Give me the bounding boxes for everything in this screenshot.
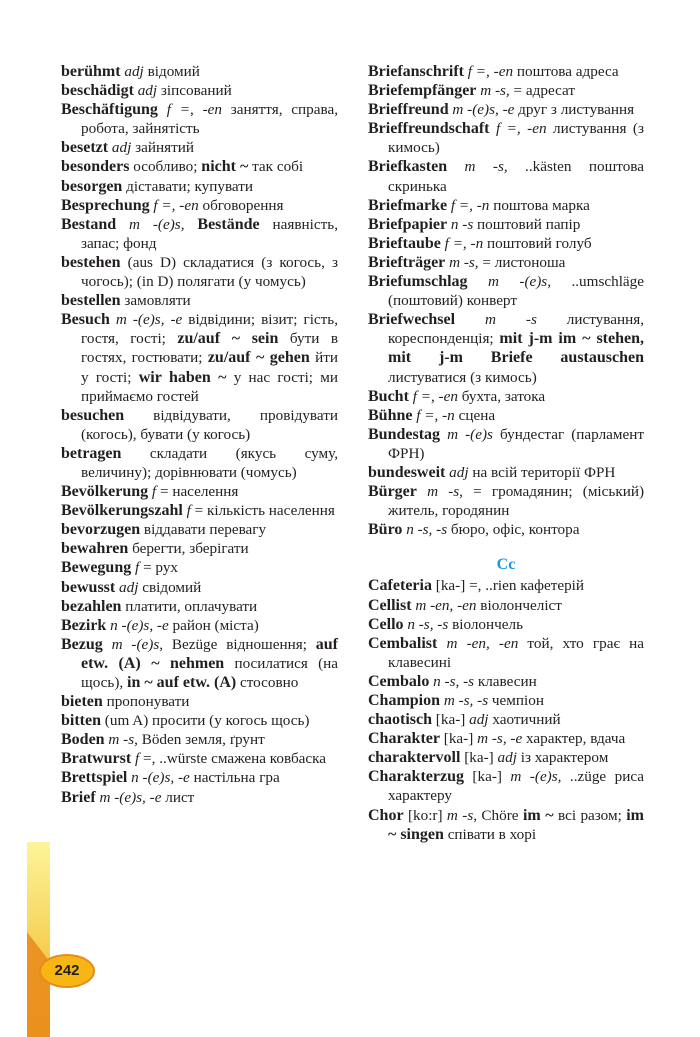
b-entries — [368, 62, 644, 539]
entry-text: бухта, затока — [457, 387, 546, 405]
entry-text: листуватися (з кимось) — [388, 368, 537, 386]
entry-text: (aus D) складатися (з когось, з чогось); (in D) полягати (у чомусь) — [81, 253, 338, 291]
dictionary-entry — [368, 767, 644, 805]
entry-text: = населення — [156, 483, 239, 501]
entry-text: друг з листування — [514, 101, 635, 119]
entry-headword: Bevölkerungszahl — [61, 502, 183, 520]
entry-text: берегти, зберігати — [128, 540, 249, 558]
entry-grammar: f — [166, 101, 171, 119]
entry-headword: bestellen — [61, 292, 121, 310]
entry-headword: mit j-m im ~ stehen, mit j-m Briefe austauschen — [388, 330, 645, 367]
dictionary-entry — [61, 501, 338, 520]
entry-text: , Böden земля, ґрунт — [134, 731, 265, 749]
entry-grammar: adj — [469, 711, 489, 729]
entry-text — [468, 273, 488, 290]
entry-headword: Bundestag — [368, 425, 441, 443]
entry-text: особливо; — [129, 158, 202, 176]
entry-grammar: f — [135, 559, 140, 577]
entry-text — [447, 158, 464, 175]
entry-headword: bewusst — [61, 578, 116, 596]
entry-headword: bewahren — [61, 540, 129, 558]
dictionary-entry — [61, 692, 338, 711]
dictionary-entry — [368, 119, 644, 157]
entry-headword: wir haben ~ — [138, 368, 227, 386]
entry-text — [171, 101, 180, 118]
page-edge-tab — [27, 842, 50, 1037]
dictionary-entry — [61, 558, 338, 577]
dictionary-entry — [368, 463, 644, 482]
entry-text — [116, 216, 129, 233]
dictionary-entry — [368, 482, 644, 520]
entry-text: = кількість населення — [190, 502, 335, 520]
entry-headword: Bevölkerung — [61, 483, 149, 501]
entry-headword: Briefumschlag — [368, 273, 468, 291]
entry-text: (um A) просити (у когось щось) — [101, 712, 310, 730]
dictionary-entry — [61, 482, 338, 501]
entry-grammar: m -(e)s, — [510, 768, 562, 786]
entry-grammar: n -s, -s — [407, 615, 449, 633]
entry-headword: im ~ — [522, 806, 554, 824]
entry-grammar: m -s, -e — [477, 730, 523, 748]
dictionary-entry — [368, 62, 644, 81]
entry-text: =, ..würste смажена ковбаска — [139, 750, 327, 768]
entry-headword: im ~ singen — [388, 806, 644, 843]
dictionary-entry — [61, 157, 338, 176]
entry-text: відвідувати, провідувати (когось), бувати (у когось) — [81, 406, 338, 443]
entry-grammar: adj — [137, 82, 158, 100]
entry-grammar: m -s, — [480, 82, 510, 100]
entry-grammar: f =, -en — [495, 120, 547, 138]
entry-text: так собі — [248, 158, 304, 176]
entry-text: [ka-] — [460, 749, 498, 767]
dictionary-entry — [368, 710, 644, 729]
entry-text: [ka-] — [439, 730, 478, 748]
entry-text: сцена — [454, 406, 496, 424]
entry-headword: Bezirk — [61, 616, 107, 634]
entry-text: бути в гостях, гостювати; — [81, 330, 338, 367]
entry-text: обговорення — [198, 196, 284, 214]
entry-headword: Bürger — [368, 483, 417, 501]
dictionary-entry — [368, 81, 644, 100]
entry-headword: Briefpapier — [368, 215, 448, 233]
dictionary-entry — [61, 215, 338, 253]
dictionary-entry — [61, 444, 338, 482]
entry-grammar: adj — [449, 463, 469, 481]
dictionary-entry — [368, 729, 644, 748]
entry-text: бундестаг (парламент ФРН) — [388, 425, 645, 462]
entry-text: = громадянин; (міський) житель, городянин — [388, 483, 645, 520]
entry-grammar: n -s, -s — [406, 521, 448, 539]
entry-headword: beschädigt — [61, 82, 134, 100]
entry-text: діставати; купувати — [122, 177, 254, 195]
entry-grammar: m -en, -en — [415, 596, 477, 614]
entry-headword: Beschäftigung — [61, 101, 158, 119]
dictionary-entry — [368, 272, 644, 310]
dictionary-entry — [61, 749, 338, 768]
entry-text: віддавати перевагу — [140, 521, 267, 539]
entry-grammar: m -(e)s, -e — [452, 101, 515, 119]
entry-text: листування, кореспонденція; — [388, 311, 645, 348]
entry-headword: Cafeteria — [368, 577, 432, 595]
entry-text — [455, 311, 485, 328]
entry-text: поштова марка — [489, 196, 590, 214]
entry-grammar: m -s, — [464, 158, 508, 176]
entry-text: ..züge риса характеру — [388, 768, 645, 805]
entry-grammar: f =, -n — [444, 234, 484, 252]
entry-headword: Briefträger — [368, 253, 446, 271]
entry-text: поштовий папір — [473, 215, 581, 233]
entry-headword: Cembalo — [368, 672, 430, 690]
entry-grammar: f — [151, 483, 157, 501]
entry-headword: Bezug — [61, 635, 103, 653]
dictionary-entry — [368, 748, 644, 767]
dictionary-entry — [368, 253, 644, 272]
entry-headword: Briefkasten — [368, 158, 448, 176]
entry-text: відомий — [143, 63, 200, 80]
entry-grammar: n -(e)s, -e — [131, 769, 190, 787]
entry-headword: zu/auf ~ sein — [177, 330, 279, 348]
entry-headword: Chor — [368, 806, 404, 824]
entry-text — [185, 216, 198, 233]
entry-grammar: n -s, -s — [433, 672, 475, 690]
entry-headword: Brief — [61, 788, 96, 806]
entry-headword: Büro — [368, 521, 403, 539]
entry-text: наявність, запас; фонд — [81, 215, 338, 252]
dictionary-entry — [368, 806, 644, 844]
entry-text: бюро, офіс, контора — [447, 521, 580, 539]
dictionary-entry — [61, 196, 338, 215]
entry-grammar: f =, -en — [153, 196, 199, 214]
dictionary-entry — [368, 576, 644, 595]
dictionary-entry — [368, 634, 644, 672]
entry-text: той, хто грає на клавесині — [388, 634, 644, 671]
entry-headword: Bratwurst — [61, 750, 132, 768]
c-entries — [368, 576, 644, 843]
entry-headword: Boden — [61, 731, 105, 749]
entry-text: [ka-] — [432, 711, 470, 729]
entry-text: район (міста) — [168, 616, 259, 634]
entry-text: замовляти — [120, 292, 191, 310]
entry-headword: Briefmarke — [368, 196, 448, 214]
dictionary-entry — [368, 157, 644, 195]
entry-headword: besuchen — [61, 406, 125, 424]
dictionary-entry — [61, 616, 338, 635]
entry-grammar: f =, -en — [467, 63, 514, 80]
entry-grammar: m -s, — [449, 253, 479, 271]
dictionary-entry — [368, 196, 644, 215]
entry-headword: besetzt — [61, 139, 109, 157]
entry-grammar: f — [186, 502, 191, 520]
entry-headword: bitten — [61, 712, 101, 730]
entry-text: = листоноша — [478, 253, 566, 271]
entry-grammar: f — [135, 750, 140, 768]
entry-headword: Charakter — [368, 730, 440, 748]
entry-text: поштова адреса — [513, 63, 619, 80]
entry-grammar: n -s — [450, 215, 474, 233]
entry-text: пропонувати — [102, 693, 190, 711]
entry-headword: bundesweit — [368, 463, 446, 481]
entry-grammar: m -s — [446, 806, 474, 824]
entry-text: поштовий голуб — [483, 234, 592, 252]
entry-headword: Cellist — [368, 596, 412, 614]
entry-grammar: m -(e)s, — [487, 273, 552, 291]
entry-headword: Besprechung — [61, 196, 150, 214]
dictionary-entry — [61, 788, 338, 807]
entry-text: співати в хорі — [443, 825, 537, 843]
entry-headword: auf etw. (A) ~ nehmen — [81, 635, 339, 672]
entry-headword: Bühne — [368, 406, 413, 424]
entry-grammar: adj — [111, 139, 132, 157]
entry-text: всі разом; — [553, 806, 627, 824]
dictionary-entry — [368, 100, 644, 119]
entry-headword: Bestände — [197, 215, 260, 233]
entry-grammar: adj — [124, 63, 144, 80]
entry-headword: betragen — [61, 444, 122, 462]
entry-grammar: adj — [119, 578, 139, 596]
dictionary-entry — [61, 100, 338, 138]
dictionary-entry — [368, 520, 644, 539]
dictionary-entry — [61, 81, 338, 100]
entry-text: складати (якусь суму, величину); дорівнювати (чомусь) — [81, 444, 338, 481]
entry-text: йти у гості; — [81, 349, 338, 386]
entry-text: ..umschläge (поштовий) конверт — [388, 273, 644, 310]
dictionary-entry — [61, 310, 338, 405]
entry-headword: bevorzugen — [61, 521, 141, 539]
dictionary-entry — [61, 539, 338, 558]
entry-headword: Bewegung — [61, 559, 132, 577]
left-column — [61, 62, 338, 807]
entry-grammar: m -s — [485, 311, 537, 329]
dictionary-entry — [368, 672, 644, 691]
dictionary-entry — [61, 711, 338, 730]
dictionary-entry — [61, 138, 338, 157]
entry-text: із характером — [516, 749, 609, 767]
entry-grammar: m -s — [108, 731, 135, 749]
entry-grammar: m -(e)s, -e — [99, 788, 162, 806]
entry-text — [158, 101, 167, 118]
dictionary-entry — [61, 597, 338, 616]
entry-text: = адресат — [509, 82, 575, 100]
entry-headword: Briefanschrift — [368, 63, 464, 80]
entry-grammar: f =, -n — [450, 196, 490, 214]
entry-text: у нас гості; ми приймаємо гостей — [81, 368, 338, 405]
entry-text: віолончеліст — [476, 596, 562, 614]
entry-headword: Bestand — [61, 215, 117, 233]
entry-text: лист — [161, 788, 195, 806]
dictionary-entry — [368, 425, 644, 463]
entry-text — [103, 636, 112, 653]
dictionary-entry — [61, 635, 338, 692]
entry-text: , Bezüge відношення; — [159, 635, 316, 653]
entry-headword: nicht ~ — [201, 158, 249, 176]
entry-text: клавесин — [474, 672, 537, 690]
entry-headword: chaotisch — [368, 711, 432, 729]
dictionary-entry — [368, 310, 644, 386]
entry-text: свідомий — [138, 578, 202, 596]
dictionary-entry — [61, 291, 338, 310]
entry-grammar: m -(e)s — [111, 635, 160, 653]
entry-text: на всій території ФРН — [468, 463, 616, 481]
entry-headword: bezahlen — [61, 597, 122, 615]
dictionary-entry — [61, 730, 338, 749]
dictionary-entry — [61, 62, 338, 81]
entry-text: [ko:r] — [403, 806, 447, 824]
dictionary-entry — [61, 406, 338, 444]
entry-text: ..kästen поштова скринька — [388, 158, 645, 195]
entry-headword: bieten — [61, 693, 103, 711]
entry-text: [ka-] — [463, 768, 511, 786]
entry-headword: Champion — [368, 692, 441, 709]
entry-text: [ka-] =, ..rien кафетерій — [431, 577, 585, 595]
entry-grammar: m -(e)s, — [129, 215, 185, 233]
dictionary-entry — [61, 520, 338, 539]
entry-grammar: f =, -n — [416, 406, 455, 424]
entry-headword: berühmt — [61, 63, 121, 80]
entry-headword: Brieffreundschaft — [368, 120, 490, 138]
entry-headword: charaktervoll — [368, 749, 461, 767]
entry-grammar: n -(e)s, -e — [110, 616, 169, 634]
entry-headword: besonders — [61, 158, 130, 176]
page-number-badge: 242 — [39, 954, 95, 988]
entry-headword: Cello — [368, 615, 404, 633]
dictionary-entry — [368, 215, 644, 234]
entry-grammar: =, -en — [179, 101, 222, 119]
entry-headword: Bucht — [368, 387, 409, 405]
entry-grammar: adj — [497, 749, 517, 767]
entry-headword: zu/auf ~ gehen — [207, 349, 310, 367]
section-heading-cc: Cc — [496, 556, 516, 574]
entry-headword: Besuch — [61, 311, 110, 329]
entry-text: відвідини; візит; гість, гостя, гості; — [81, 311, 339, 348]
entry-text: віолончель — [448, 615, 524, 633]
entry-text: = рух — [139, 559, 179, 577]
dictionary-entry — [368, 387, 644, 406]
entry-headword: Brieffreund — [368, 101, 449, 119]
dictionary-entry — [61, 177, 338, 196]
entry-headword: Briefwechsel — [368, 311, 456, 329]
entry-headword: Brieftaube — [368, 234, 441, 252]
entry-text: посилатися (на щось), — [81, 654, 338, 691]
right-column — [368, 62, 644, 844]
entry-headword: bestehen — [61, 253, 121, 271]
entry-text: листування (з кимось) — [388, 120, 644, 157]
entry-text: настільна гра — [189, 769, 280, 787]
entry-text: стосовно — [236, 674, 299, 691]
dictionary-entry — [61, 578, 338, 597]
dictionary-entry — [368, 615, 644, 634]
entry-text: , Chöre — [473, 806, 523, 824]
entry-grammar: m -(e)s — [447, 425, 493, 443]
entry-text: зайнятий — [131, 139, 194, 157]
entry-text: характер, вдача — [522, 730, 626, 748]
entry-text: зіпсований — [157, 82, 232, 100]
dictionary-entry — [61, 253, 338, 291]
entry-headword: Brettspiel — [61, 769, 128, 787]
entry-grammar: m -s, — [427, 483, 463, 501]
entry-text: платити, оплачувати — [121, 597, 258, 615]
dictionary-entry — [368, 596, 644, 615]
entry-text — [417, 483, 427, 500]
entry-text: хаотичний — [488, 711, 561, 729]
entry-text: чемпіон — [488, 692, 544, 709]
entry-grammar: f =, -en — [412, 387, 458, 405]
entry-headword: in ~ auf etw. (A) — [127, 674, 237, 691]
dictionary-entry — [61, 768, 338, 787]
entry-grammar: m -s, -s — [443, 692, 489, 709]
entry-headword: Charakterzug — [368, 768, 464, 786]
entry-grammar: m -en, -en — [446, 634, 519, 652]
dictionary-entry — [368, 234, 644, 253]
dictionary-entry — [368, 406, 644, 425]
entry-headword: besorgen — [61, 177, 123, 195]
entry-headword: Cembalist — [368, 634, 438, 652]
entry-text: заняття, справа, робота, зайнятість — [81, 101, 338, 138]
entry-headword: Briefempfänger — [368, 82, 477, 100]
dictionary-entry — [368, 691, 644, 710]
entry-grammar: m -(e)s, -e — [115, 311, 183, 329]
